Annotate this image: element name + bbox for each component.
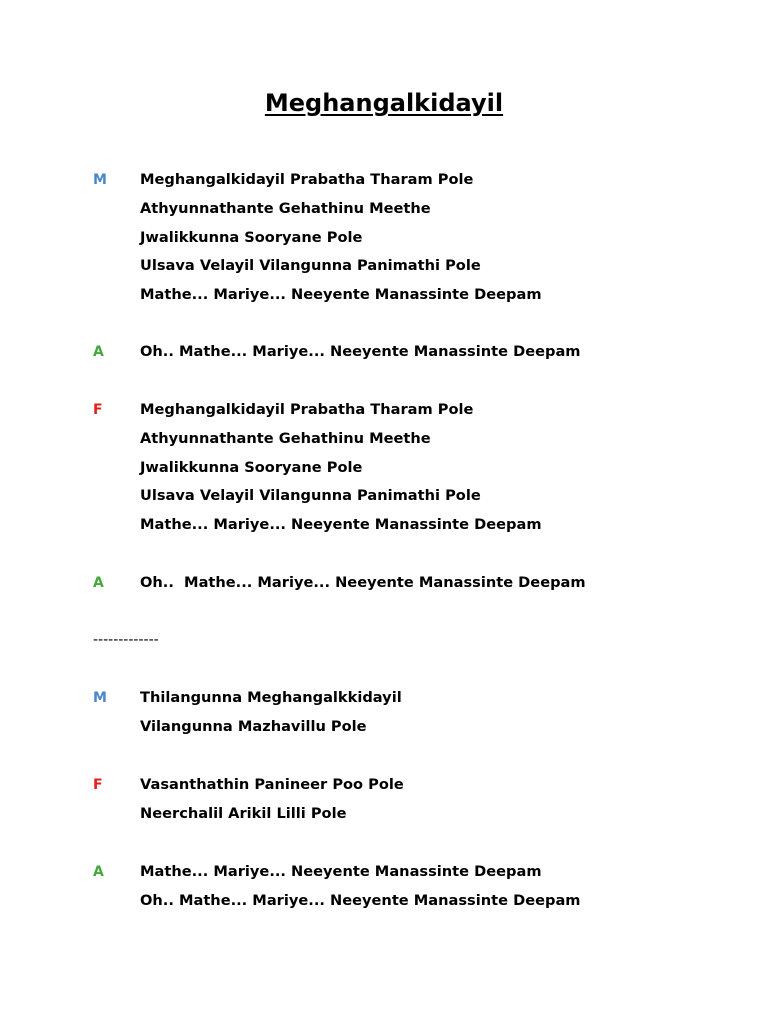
singer-role-label: M <box>93 172 107 188</box>
lyric-line: Mathe... Mariye... Neeyente Manassinte Deepam <box>140 286 542 303</box>
stanza-lines <box>140 396 700 540</box>
stanza-lines <box>140 771 700 829</box>
singer-role-label: A <box>93 344 104 360</box>
lyric-line: Ulsava Velayil Vilangunna Panimathi Pole <box>140 257 481 275</box>
singer-role-label: M <box>93 690 107 706</box>
lyric-line: Mathe... Mariye... Neeyente Manassinte Deepam <box>140 516 542 533</box>
stanza-lines <box>140 338 700 367</box>
lyric-line: Jwalikkunna Sooryane Pole <box>140 458 363 476</box>
stanza-lines <box>140 858 700 916</box>
lyric-line: Vilangunna Mazhavillu Pole <box>140 717 367 735</box>
lyric-line: Meghangalkidayil Prabatha Tharam Pole <box>140 171 474 188</box>
singer-role-label: F <box>93 402 103 418</box>
stanza-lines <box>140 166 700 310</box>
lyric-line: Oh.. Mathe... Mariye... Neeyente Manassinte Deepam <box>140 574 586 591</box>
lyric-line: Athyunnathante Gehathinu Meethe <box>140 429 431 447</box>
stanza-lines <box>140 684 700 742</box>
singer-role-label: F <box>93 777 103 793</box>
lyric-line: Neerchalil Arikil Lilli Pole <box>140 804 347 822</box>
lyric-line: Oh.. Mathe... Mariye... Neeyente Manassinte Deepam <box>140 891 581 909</box>
singer-role-label: A <box>93 575 104 591</box>
lyric-line: Meghangalkidayil Prabatha Tharam Pole <box>140 401 474 418</box>
stanza-lines <box>140 569 700 598</box>
singer-role-label: A <box>93 864 104 880</box>
lyric-line: Thilangunna Meghangalkkidayil <box>140 689 402 706</box>
lyric-line: Vasanthathin Panineer Poo Pole <box>140 776 404 793</box>
lyric-line: Ulsava Velayil Vilangunna Panimathi Pole <box>140 487 481 505</box>
lyric-line: Oh.. Mathe... Mariye... Neeyente Manassinte Deepam <box>140 343 581 360</box>
document-title: Meghangalkidayil <box>264 89 504 117</box>
section-separator: ------------- <box>93 632 159 648</box>
lyric-line: Jwalikkunna Sooryane Pole <box>140 228 363 246</box>
lyric-line: Athyunnathante Gehathinu Meethe <box>140 199 431 217</box>
lyric-line: Mathe... Mariye... Neeyente Manassinte Deepam <box>140 863 542 880</box>
